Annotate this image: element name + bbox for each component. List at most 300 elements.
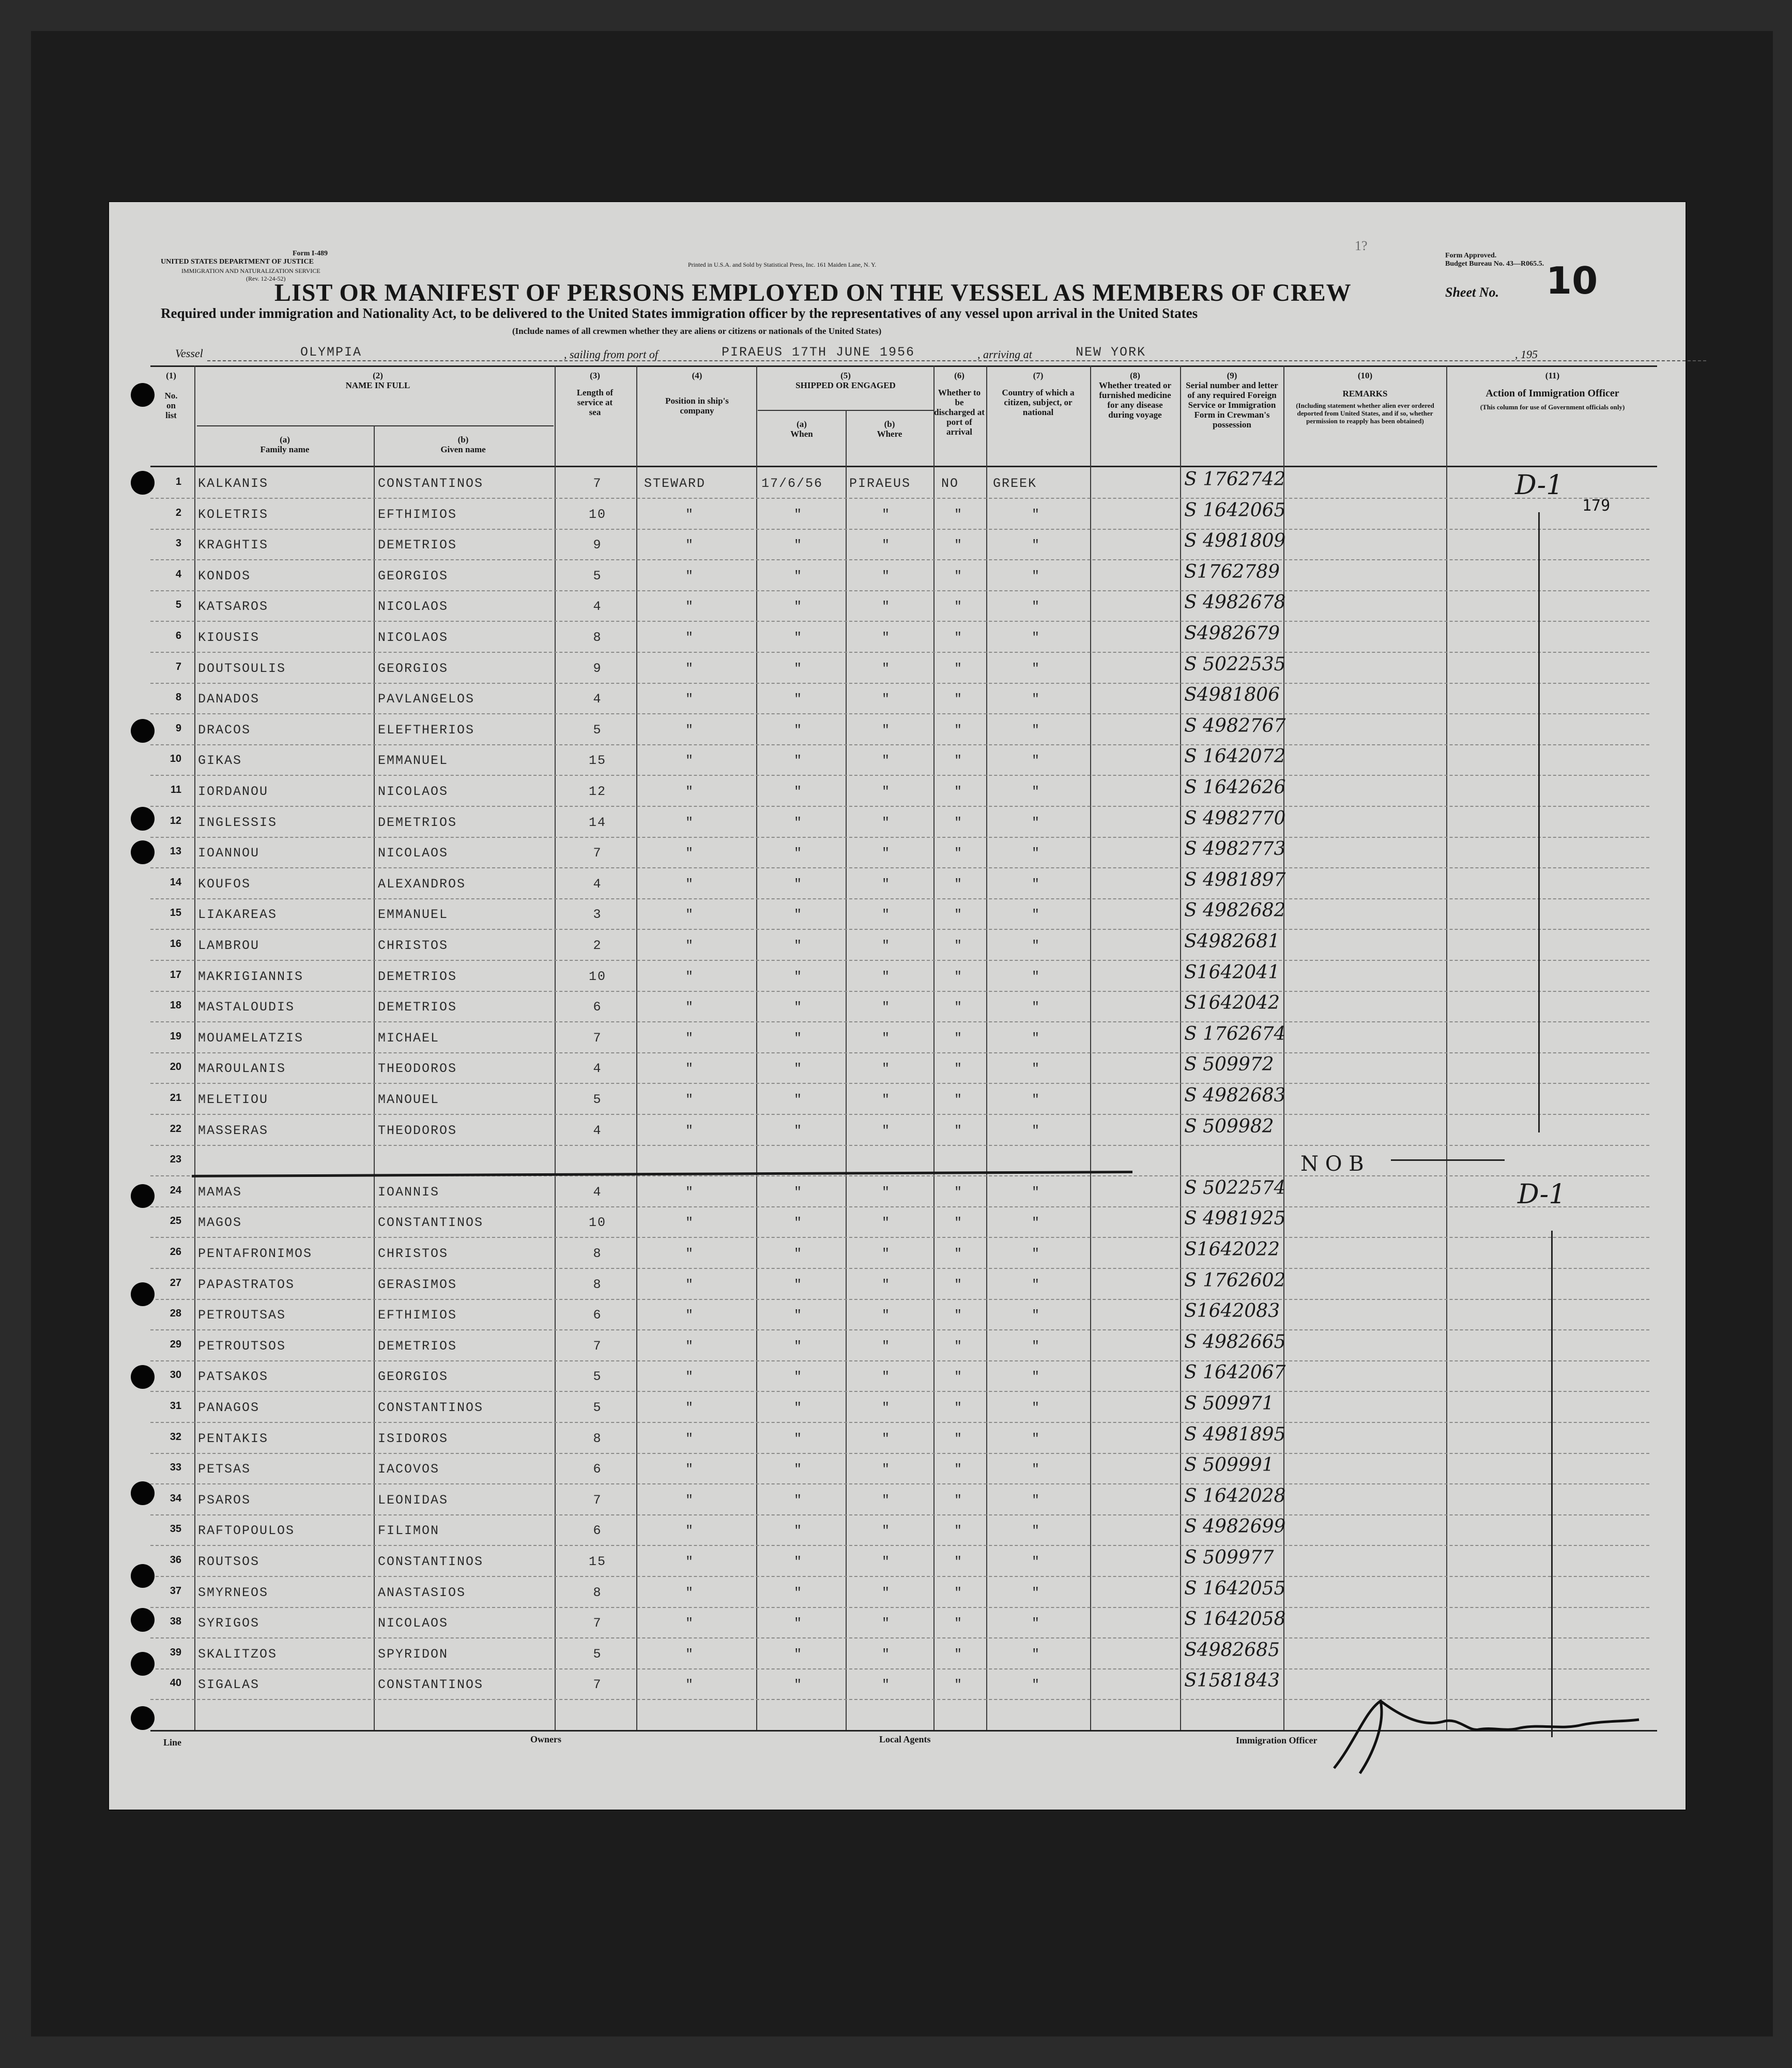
country-ditto: " [1032,1215,1041,1231]
row-rule [150,1453,1649,1454]
row-rule [150,1483,1649,1484]
row-number: 28 [170,1308,181,1320]
serial-number: S 4982767 [1184,715,1286,737]
discharged-ditto: " [954,1123,963,1138]
shipped-when-ditto: " [794,1677,803,1693]
pencil-mark: 1? [1355,238,1368,253]
given-name: DEMETRIOS [378,815,457,830]
serial-number: S 1762602 [1184,1269,1286,1291]
shipped-where-ditto: " [882,1646,891,1662]
length-of-service: 4 [593,599,602,615]
country-ditto: " [1032,784,1041,799]
length-of-service: 7 [593,1616,602,1631]
row-rule [150,898,1649,899]
shipped-when-ditto: " [794,1646,803,1662]
length-of-service: 6 [593,1523,602,1539]
shipped-when-ditto: " [794,1585,803,1600]
action-bracket-line-2 [1551,1231,1553,1737]
serial-number: S 4981897 [1184,869,1286,891]
serial-number: S 509977 [1184,1547,1274,1568]
shipped-where-ditto: " [882,1277,891,1292]
given-name: IACOVOS [378,1462,440,1477]
shipped-where-ditto: " [882,784,891,799]
table-row [109,594,1686,624]
row-rule [150,1637,1649,1638]
serial-number: S 509991 [1184,1454,1274,1476]
shipped-when-ditto: " [794,661,803,676]
shipped-where-ditto: " [882,1462,891,1477]
col9-header: (9) Serial number and letter of any required Foreign Service or Immigration Form in Crewman's possession [1186,371,1278,430]
given-name: ELEFTHERIOS [378,722,475,738]
position-ditto: " [685,969,695,984]
row-number: 33 [170,1462,181,1474]
row-number: 6 [175,630,181,641]
position-ditto: " [685,692,695,707]
shipped-when-ditto: " [794,938,803,953]
given-name: DEMETRIOS [378,969,457,984]
vessel-label: Vessel [175,347,203,360]
punch-hole [131,471,155,495]
discharged-ditto: " [954,876,963,892]
shipped-where-ditto: " [882,1554,891,1569]
discharged-ditto: " [954,1030,963,1046]
table-row [109,994,1686,1024]
action-bracket-line-1 [1538,512,1540,1132]
table-row [109,1577,1686,1610]
serial-number: S 1642058 [1184,1609,1286,1630]
given-name: ISIDOROS [378,1431,449,1446]
serial-number: S4982679 [1184,623,1280,644]
shipped-when-ditto: " [794,1400,803,1415]
row-number: 15 [170,907,181,919]
position-ditto: " [685,876,695,892]
row-number: 7 [175,661,181,672]
country-ditto: " [1032,568,1041,584]
punch-hole [131,840,155,864]
punch-hole [131,1706,155,1730]
family-name: MASTALOUDIS [198,1000,295,1015]
table-row [109,1056,1686,1086]
shipped-when: 17/6/56 [761,476,823,491]
family-name: SIGALAS [198,1677,260,1693]
table-row [109,1210,1686,1240]
punch-hole [131,383,155,407]
sheet-number: 10 [1546,259,1598,302]
country-ditto: " [1032,907,1041,923]
budget-bureau: Budget Bureau No. 43—R065.5. [1445,260,1544,268]
row-rule [150,713,1649,714]
row-rule [150,1576,1649,1577]
shipped-when-ditto: " [794,599,803,615]
punch-hole [131,1564,155,1588]
given-name: DEMETRIOS [378,1000,457,1015]
shipped-when-ditto: " [794,1616,803,1631]
table-row [109,1395,1686,1425]
shipped-where-ditto: " [882,1431,891,1446]
length-of-service: 10 [588,507,606,522]
footer-line-label: Line [163,1737,182,1748]
length-of-service: 12 [588,784,606,799]
family-name: DRACOS [198,722,251,738]
col8-header: (8) Whether treated or furnished medicine for any disease during voyage [1098,371,1172,420]
col4-header: (4) Position in ship's company [665,371,729,416]
discharged-ditto: " [954,630,963,645]
row-rule [150,529,1649,530]
serial-number: S 1642065 [1184,499,1286,521]
country-ditto: " [1032,969,1041,984]
shipped-where-ditto: " [882,661,891,676]
given-name: NICOLAOS [378,1616,449,1631]
length-of-service: 7 [593,1338,602,1354]
country-ditto: " [1032,846,1041,861]
col2a-header: (a) Family name [260,435,310,454]
family-name: KALKANIS [198,476,269,491]
shipped-when-ditto: " [794,1123,803,1138]
length-of-service: 6 [593,1462,602,1477]
document-title: LIST OR MANIFEST OF PERSONS EMPLOYED ON THE VESSEL AS MEMBERS OF CREW [274,279,1352,307]
family-name: IORDANOU [198,784,269,799]
shipped-when-ditto: " [794,1215,803,1231]
given-name: LEONIDAS [378,1492,449,1508]
country-ditto: " [1032,1585,1041,1600]
length-of-service: 2 [593,938,602,953]
serial-number: S 1642626 [1184,777,1286,798]
family-name: ROUTSOS [198,1554,260,1569]
discharged-ditto: " [954,1277,963,1292]
row-rule [150,652,1649,653]
country-ditto: " [1032,1677,1041,1693]
punch-hole [131,719,155,743]
country-ditto: " [1032,599,1041,615]
position-ditto: " [685,1585,695,1600]
country-ditto: " [1032,1184,1041,1200]
length-of-service: 5 [593,1092,602,1107]
row-rule [150,1360,1649,1361]
position-ditto: " [685,1030,695,1046]
serial-number: S4982681 [1184,931,1280,952]
position-ditto: " [685,1184,695,1200]
shipped-when-ditto: " [794,630,803,645]
family-name: MAMAS [198,1184,242,1200]
vessel-underline [207,360,1706,361]
col2b-header: (b) Given name [440,435,486,454]
col1-header: (1) No. on list [164,371,178,420]
length-of-service: 8 [593,1431,602,1446]
length-of-service: 8 [593,1246,602,1261]
row-number: 17 [170,969,181,981]
shipped-where-ditto: " [882,1308,891,1323]
discharged-ditto: " [954,1554,963,1569]
serial-number: S1642083 [1184,1300,1280,1322]
shipped-where-ditto: " [882,846,891,861]
row-number: 9 [175,722,181,734]
row-number: 22 [170,1123,181,1135]
country-ditto: " [1032,1000,1041,1015]
shipped-where-ditto: " [882,815,891,830]
table-row [109,779,1686,809]
length-of-service: 15 [588,753,606,769]
position-ditto: " [685,1308,695,1323]
row-number: 13 [170,846,181,857]
serial-number: S1642022 [1184,1239,1280,1260]
given-name: CHRISTOS [378,938,449,953]
country-ditto: " [1032,1369,1041,1385]
serial-number: S 1642055 [1184,1577,1286,1599]
row-rule [150,621,1649,622]
given-name: DEMETRIOS [378,538,457,553]
shipped-where-ditto: " [882,538,891,553]
given-name: NICOLAOS [378,599,449,615]
serial-number: S1642042 [1184,992,1280,1014]
discharged-ditto: " [954,1646,963,1662]
length-of-service: 5 [593,1400,602,1415]
position-ditto: " [685,1277,695,1292]
row-rule [150,1391,1649,1392]
family-name: LIAKAREAS [198,907,278,923]
row-number: 1 [175,476,181,487]
serial-number: S 509971 [1184,1393,1274,1414]
position-ditto: " [685,1616,695,1631]
given-name: GEORGIOS [378,1369,449,1385]
row-rule [150,1237,1649,1238]
given-name: NICOLAOS [378,846,449,861]
table-top-rule [150,365,1657,367]
table-row [109,471,1686,501]
table-row [109,748,1686,778]
row-number: 36 [170,1554,181,1566]
position-ditto: " [685,1123,695,1138]
serial-number: S 5022574 [1184,1177,1286,1199]
table-row [109,1454,1686,1487]
given-name: FILIMON [378,1523,440,1539]
position-ditto: " [685,1646,695,1662]
given-name: GEORGIOS [378,568,449,584]
shipped-when-ditto: " [794,538,803,553]
shipped-when-ditto: " [794,1061,803,1077]
row-rule [150,559,1649,560]
shipped-where-ditto: " [882,1000,891,1015]
row-rule [150,960,1649,961]
country-ditto: " [1032,1400,1041,1415]
sailing-port: PIRAEUS 17TH JUNE 1956 [722,345,915,360]
row-number: 32 [170,1431,181,1443]
arriving-port: NEW YORK [1076,345,1146,360]
sailing-label: , sailing from port of [564,348,658,361]
row-number: 3 [175,538,181,549]
table-row [109,1300,1686,1332]
position-ditto: " [685,538,695,553]
position-ditto: " [685,1554,695,1569]
position-ditto: " [685,753,695,769]
document-subtitle: Required under immigration and Nationality Act, to be delivered to the United States immigration officer by the representatives of any vessel upon arrival in the United States [161,305,1198,321]
shipped-when-ditto: " [794,784,803,799]
shipped-when-ditto: " [794,1338,803,1354]
given-name: DEMETRIOS [378,1338,457,1354]
row-number: 14 [170,876,181,888]
shipped-where-ditto: " [882,1030,891,1046]
officer-signature [1324,1680,1644,1784]
position-ditto: " [685,1000,695,1015]
row-rule [150,1114,1649,1115]
action-d1-second: D-1 [1518,1179,1566,1210]
form-number: Form I-489 [293,250,328,257]
remark-nob: N O B [1300,1152,1364,1176]
length-of-service: 9 [593,538,602,553]
arriving-label: , arriving at [977,348,1032,361]
family-name: SYRIGOS [198,1616,260,1631]
row-number: 35 [170,1523,181,1535]
shipped-where-ditto: " [882,568,891,584]
discharged-ditto: " [954,507,963,522]
shipped-when-ditto: " [794,722,803,738]
discharged-ditto: " [954,1092,963,1107]
row-number: 34 [170,1492,181,1504]
shipped-when-ditto: " [794,568,803,584]
row-number: 4 [175,568,181,580]
family-name: LAMBROU [198,938,260,953]
family-name: PAPASTRATOS [198,1277,295,1292]
family-name: MOUAMELATZIS [198,1030,304,1046]
row-rule [150,1329,1649,1330]
discharged-ditto: " [954,907,963,923]
country-ditto: " [1032,722,1041,738]
punch-hole [131,1365,155,1389]
row-rule [150,744,1649,745]
shipped-when-ditto: " [794,907,803,923]
row-rule [150,1052,1649,1053]
shipped-when-ditto: " [794,1369,803,1385]
col5-header: (5) SHIPPED OR ENGAGED [795,371,896,390]
table-row [109,1087,1686,1117]
printer-line: Printed in U.S.A. and Sold by Statistical Press, Inc. 161 Maiden Lane, N. Y. [688,261,877,268]
discharged-ditto: " [954,1400,963,1415]
shipped-where-ditto: " [882,969,891,984]
length-of-service: 4 [593,1061,602,1077]
discharged-ditto: " [954,1215,963,1231]
given-name: NICOLAOS [378,630,449,645]
row-number: 12 [170,815,181,826]
given-name: EMMANUEL [378,753,449,769]
manifest-sheet [109,202,1686,1810]
row-number: 25 [170,1215,181,1227]
footer-owners-label: Owners [530,1734,561,1744]
discharged-ditto: " [954,1338,963,1354]
shipped-where: PIRAEUS [849,476,911,491]
shipped-where-ditto: " [882,1616,891,1631]
table-row [109,1115,1686,1148]
country-ditto: " [1032,753,1041,769]
serial-number: S 4982665 [1184,1331,1286,1353]
given-name: CONSTANTINOS [378,1400,484,1415]
table-row [109,1549,1686,1579]
row-number: 19 [170,1030,181,1042]
country-ditto: " [1032,630,1041,645]
given-name: EMMANUEL [378,907,449,923]
serial-number: S 4982773 [1184,838,1286,860]
table-row [109,1364,1686,1394]
row-rule [150,1545,1649,1546]
shipped-where-ditto: " [882,1523,891,1539]
given-name: CONSTANTINOS [378,1677,484,1693]
country-ditto: " [1032,1308,1041,1323]
given-name: GEORGIOS [378,661,449,676]
country-ditto: " [1032,692,1041,707]
discharged-ditto: " [954,1585,963,1600]
discharged-ditto: " [954,692,963,707]
shipped-where-ditto: " [882,1215,891,1231]
family-name: PETROUTSOS [198,1338,286,1354]
position-ditto: " [685,722,695,738]
action-d1-first: D-1 [1515,470,1564,501]
country-ditto: " [1032,538,1041,553]
table-row [109,563,1686,593]
table-row [109,686,1686,716]
row-number: 26 [170,1246,181,1258]
row-rule [150,837,1649,838]
position-ditto: " [685,1369,695,1385]
family-name: MAKRIGIANNIS [198,969,304,984]
discharged-ditto: " [954,568,963,584]
row-rule [150,1422,1649,1423]
given-name: THEODOROS [378,1061,457,1077]
serial-number: S 1642072 [1184,746,1286,768]
family-name: INGLESSIS [198,815,278,830]
agency-subname: IMMIGRATION AND NATURALIZATION SERVICE [181,267,320,274]
serial-number: S 4981925 [1184,1208,1286,1230]
table-row [109,871,1686,901]
given-name: EFTHIMIOS [378,1308,457,1323]
given-name: CONSTANTINOS [378,476,484,491]
discharged-ditto: " [954,1492,963,1508]
row-number: 37 [170,1585,181,1597]
punch-hole [131,1481,155,1505]
family-name: KATSAROS [198,599,269,615]
given-name: CHRISTOS [378,1246,449,1261]
punch-hole [131,1184,155,1208]
serial-number: S 4982678 [1184,592,1286,614]
table-row [109,1179,1686,1209]
footer-officer-label: Immigration Officer [1236,1735,1318,1745]
discharged-ditto: " [954,784,963,799]
discharged-ditto: " [954,1677,963,1693]
length-of-service: 7 [593,476,602,491]
col3-header: (3) Length of service at sea [576,371,614,417]
row-rule [150,683,1649,684]
table-row [109,1639,1686,1672]
punch-hole [131,1282,155,1306]
position-ditto: " [685,1061,695,1077]
punch-hole [131,807,155,831]
country-ditto: " [1032,1246,1041,1261]
serial-number: S 5022535 [1184,653,1286,675]
family-name: RAFTOPOULOS [198,1523,295,1539]
given-name: CONSTANTINOS [378,1215,484,1231]
length-of-service: 5 [593,722,602,738]
discharged-ditto: " [954,938,963,953]
shipped-when-ditto: " [794,1523,803,1539]
agency-name: UNITED STATES DEPARTMENT OF JUSTICE [161,258,314,266]
table-row [109,717,1686,747]
discharged-ditto: " [954,538,963,553]
col11-header: (11) Action of Immigration Officer (This column for use of Government officials only) [1480,371,1625,411]
serial-number: S 4981895 [1184,1423,1286,1445]
sheet-label: Sheet No. [1445,285,1499,300]
row-rule [150,1206,1649,1207]
length-of-service: 15 [588,1554,606,1569]
shipped-when-ditto: " [794,1184,803,1200]
table-row [109,1331,1686,1364]
serial-number: S 4981809 [1184,530,1286,552]
